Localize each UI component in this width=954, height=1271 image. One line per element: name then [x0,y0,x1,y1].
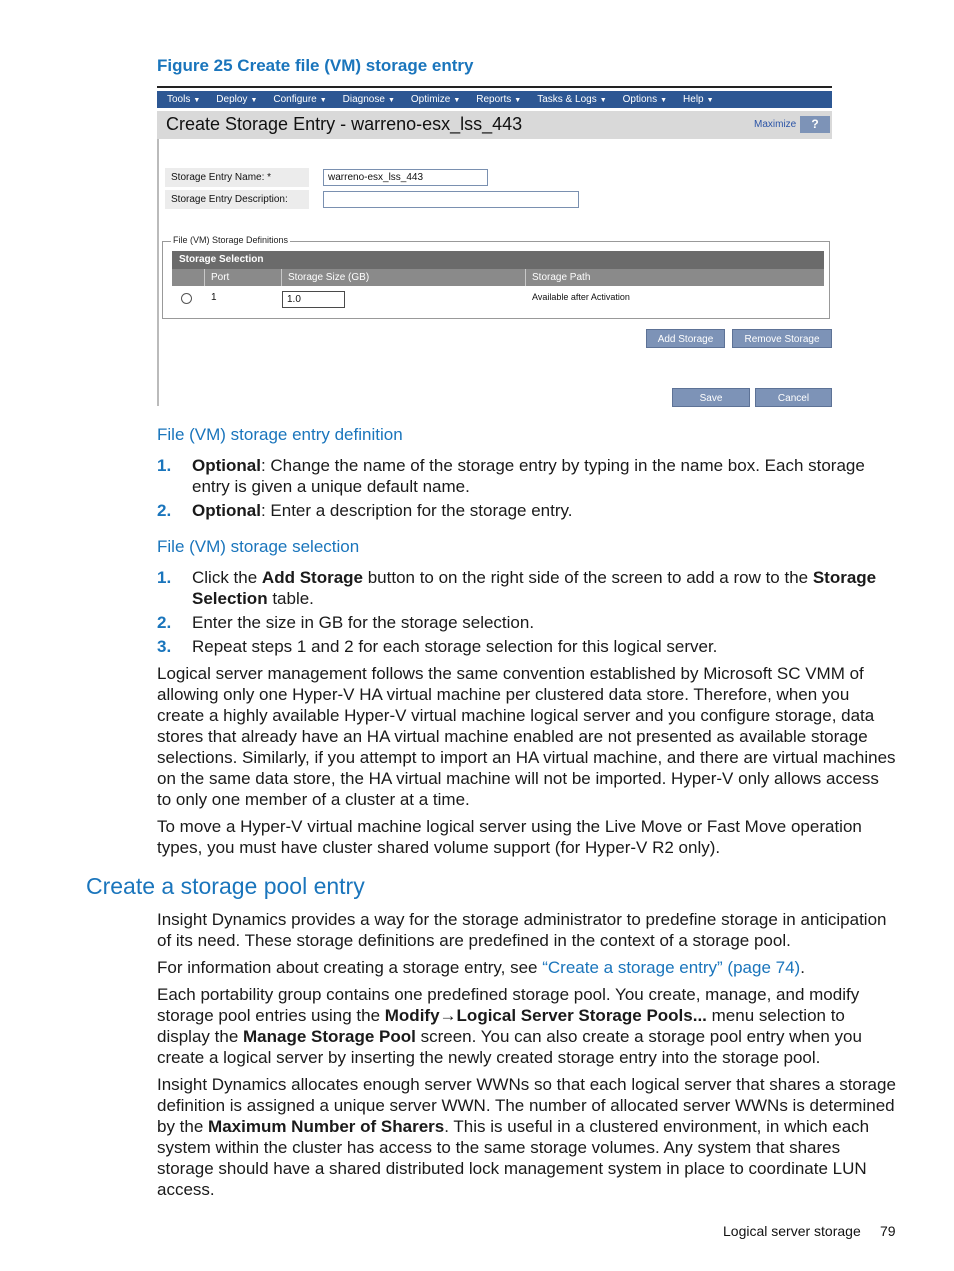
row-select-radio[interactable] [181,293,192,304]
pool-paragraph-3: Each portability group contains one predefined storage pool. You create, manage, and modify storage pool entries using the Modify→Logical Server Storage Pools... menu selection to display the Manage Storage Pool screen. You can also create a storage pool entry when you create a logical server by inserting the newly created storage entry into the storage pool. [157,985,862,1067]
figure-top-rule [157,86,832,88]
definition-step-2: 2. Optional: Enter a description for the storage entry. [157,501,573,520]
menu-reports[interactable]: Reports ▼ [476,94,522,105]
menu-deploy[interactable]: Deploy ▼ [216,94,258,105]
left-rule [157,139,159,406]
caret-down-icon: ▼ [387,97,395,104]
row-storage-path: Available after Activation [532,292,630,302]
cancel-button[interactable]: Cancel [755,388,832,407]
definition-step-1: 1. Optional: Change the name of the storage entry by typing in the name box. Each storage entry is given a unique default name. [157,456,865,496]
column-port: Port [205,269,282,286]
caret-down-icon: ▼ [193,97,201,104]
pool-paragraph-2: For information about creating a storage entry, see “Create a storage entry” (page 74). [157,958,805,977]
selection-step-2: 2. Enter the size in GB for the storage selection. [157,613,535,632]
menu-tools[interactable]: Tools ▼ [167,94,201,105]
menu-configure[interactable]: Configure ▼ [273,94,327,105]
menu-optimize[interactable]: Optimize ▼ [410,94,461,105]
caret-down-icon: ▼ [319,97,327,104]
caret-down-icon: ▼ [453,97,461,104]
storage-size-input[interactable]: 1.0 [282,291,345,308]
create-storage-entry-link[interactable]: “Create a storage entry” (page 74) [542,958,801,977]
window-title: Create Storage Entry - warreno-esx_lss_443 [166,114,523,134]
selection-step-3: 3. Repeat steps 1 and 2 for each storage selection for this logical server. [157,637,718,656]
entry-description-label: Storage Entry Description: [165,190,309,209]
selection-paragraph-2: To move a Hyper-V virtual machine logical server using the Live Move or Fast Move operation types, you must have cluster shared volume support (for Hyper-V R2 only). [157,817,862,857]
storage-selection-header: Storage Selection [172,251,824,269]
footer-section-title: Logical server storage [723,1223,861,1239]
pool-paragraph-1: Insight Dynamics provides a way for the storage administrator to predefine storage in anticipation of its need. These storage definitions are predefined in the context of a storage pool. [157,910,887,950]
caret-down-icon: ▼ [514,97,522,104]
storage-pool-heading: Create a storage pool entry [86,873,365,899]
row-port: 1 [211,292,217,303]
caret-down-icon: ▼ [706,97,714,104]
remove-storage-button[interactable]: Remove Storage [732,329,832,348]
add-storage-button[interactable]: Add Storage [646,329,725,348]
pool-paragraph-4: Insight Dynamics allocates enough server WWNs so that each logical server that shares a storage definition is assigned a unique server WWN. The number of allocated server WWNs is determined by the Maximum Number of Sharers. This is useful in a clustered environment, in which each system within the cluster has access to the same storage volumes. Any system that shares storage should have a shared distributed lock management system in place to coordinate LUN access. [157,1075,896,1199]
column-select [172,269,205,286]
menu-bar [157,91,832,108]
screenshot-figure [157,86,832,406]
entry-name-label: Storage Entry Name: * [165,168,309,187]
caret-down-icon: ▼ [660,97,668,104]
menu-options[interactable]: Options ▼ [622,94,668,105]
menu-tasks-logs[interactable]: Tasks & Logs ▼ [537,94,607,105]
column-storage-path: Storage Path [526,269,824,286]
entry-name-input[interactable]: warreno-esx_lss_443 [323,169,488,186]
fieldset-legend: File (VM) Storage Definitions [173,235,289,245]
definition-heading: File (VM) storage entry definition [157,425,403,444]
entry-description-input[interactable] [323,191,579,208]
save-button[interactable]: Save [672,388,750,407]
caret-down-icon: ▼ [250,97,258,104]
column-storage-size: Storage Size (GB) [282,269,526,286]
maximize-link[interactable]: Maximize [754,119,797,130]
figure-caption: Figure 25 Create file (VM) storage entry [157,56,474,75]
selection-heading: File (VM) storage selection [157,537,360,556]
selection-step-1: 1. Click the Add Storage button to on the right side of the screen to add a row to the Storage Selection table. [157,568,877,608]
window-title-bar [157,111,832,139]
caret-down-icon: ▼ [599,97,607,104]
menu-diagnose[interactable]: Diagnose ▼ [342,94,395,105]
storage-definitions-fieldset [162,235,830,319]
footer-page-number: 79 [880,1223,896,1239]
help-button[interactable]: ? [800,116,830,133]
selection-paragraph-1: Logical server management follows the same convention established by Microsoft SC VMM of allowing only one Hyper-V HA virtual machine per clustered data store. Therefore, when you create a highly available Hyper-V virtual machine logical server and you configure storage, data stores that already have an HA virtual machine enabled are not presented as available storage selections. Similarly, if you attempt to import an HA virtual machine, and there are virtual machines on the same data store, the HA virtual machine will not be imported. Hyper-V only allows access to only one member of a cluster at a time. [157,664,896,809]
menu-help[interactable]: Help ▼ [683,94,714,105]
